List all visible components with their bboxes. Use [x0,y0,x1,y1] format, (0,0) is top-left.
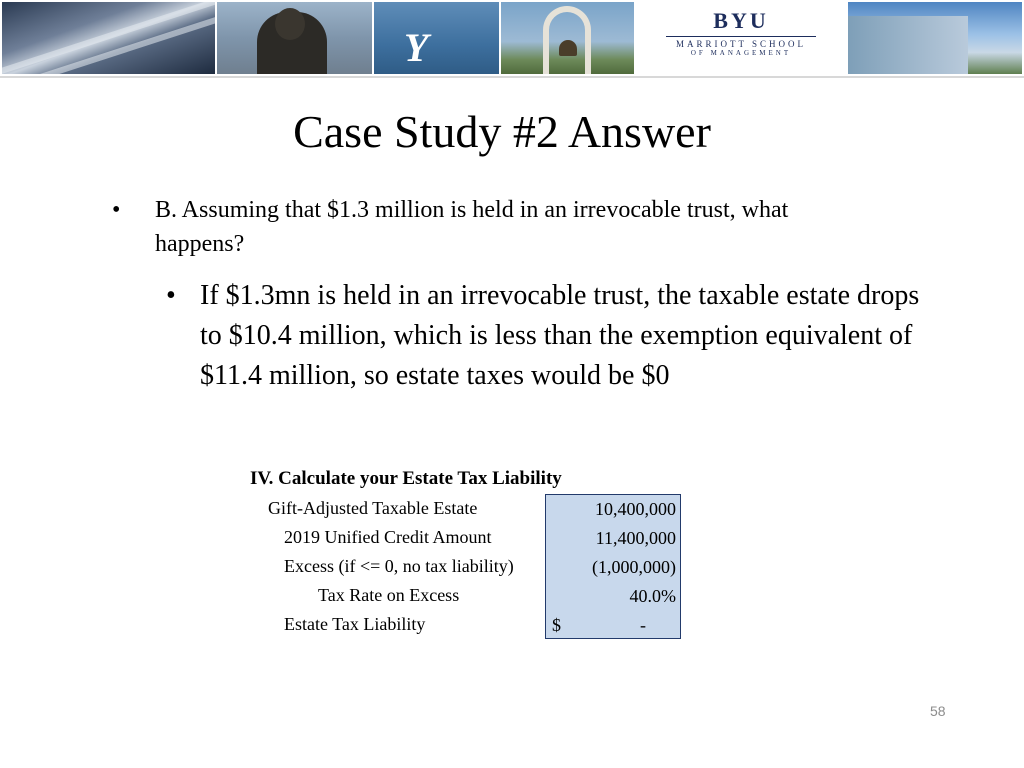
table-row-label: 2019 Unified Credit Amount [284,527,492,547]
bullet-question [112,193,872,261]
table-heading: IV. Calculate your Estate Tax Liability [250,468,562,489]
table-value-cells [545,494,681,639]
banner-photo-architecture [2,2,215,74]
table-cell-value: 11,400,000 [595,528,676,548]
banner-photo-y-mountain: Y [374,2,499,74]
header-banner [0,0,1024,78]
table-cell-liability [546,611,676,640]
bullet-answer-text: If $1.3mn is held in an irrevocable trust, the taxable estate drops to $10.4 million, which is less than the exemption equivalent of $11.4 million, so estate taxes would be $0 [200,280,920,391]
logo-management-text: OF MANAGEMENT [690,49,792,57]
table-row-label: Excess (if <= 0, no tax liability) [284,556,514,576]
liability-value: - [640,615,646,635]
banner-photo-statue [217,2,372,74]
page-number: 58 [930,703,946,719]
banner-photo-bell-tower [501,2,634,74]
logo-school-text: MARRIOTT SCHOOL [675,39,807,49]
table-cell-value: 40.0% [629,586,676,606]
banner-photo-building [848,2,1022,74]
banner-divider [0,76,1024,78]
slide-title: Case Study #2 Answer [293,106,711,157]
bullet-marker: • [166,280,176,311]
bullet-marker: • [112,197,121,223]
byu-marriott-logo [636,2,846,74]
bullet-question-text: B. Assuming that $1.3 million is held in an irrevocable trust, what happens? [155,197,789,257]
logo-main-text: BYU [713,8,769,33]
bullet-answer [166,276,926,396]
table-cell-value: 10,400,000 [595,499,676,519]
table-row-label: Tax Rate on Excess [318,585,460,605]
currency-symbol: $ [552,615,561,635]
table-row-label: Estate Tax Liability [284,614,426,634]
table-row-label: Gift-Adjusted Taxable Estate [268,498,478,518]
table-cell-value: (1,000,000) [592,557,676,577]
